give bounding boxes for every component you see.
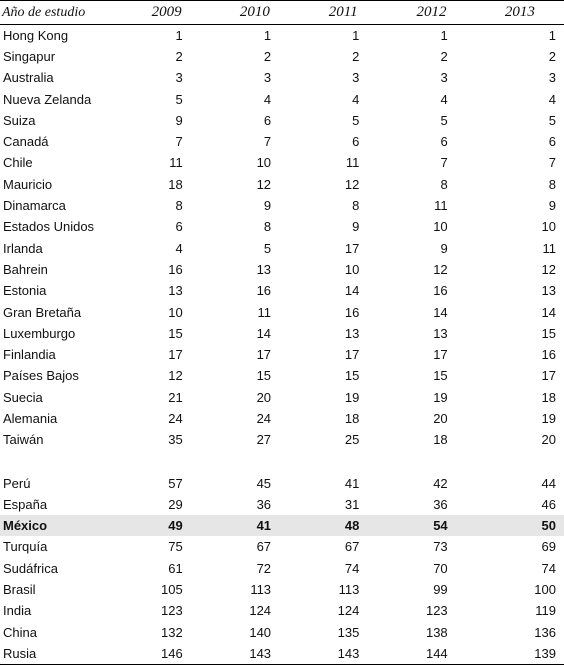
country-name: India <box>3 603 32 619</box>
rank-cell: 4 <box>548 91 556 107</box>
rank-cell: 15 <box>433 368 448 384</box>
country-name: Luxemburgo <box>3 325 76 341</box>
country-name: Bahrein <box>3 261 48 277</box>
rank-cell: 18 <box>541 389 556 405</box>
country-name: Hong Kong <box>3 27 69 43</box>
rank-cell: 7 <box>263 134 272 150</box>
rank-cell: 18 <box>433 432 448 448</box>
rank-cell: 136 <box>534 624 556 640</box>
rank-cell: 11 <box>434 198 448 214</box>
rank-cell: 139 <box>476 643 564 664</box>
table-row <box>0 600 564 621</box>
column-header-country: Año de estudio <box>0 1 122 25</box>
header-row <box>0 1 564 25</box>
rank-cell: 21 <box>168 389 183 405</box>
rank-cell: 123 <box>161 603 183 619</box>
rank-cell: 19 <box>344 389 360 405</box>
table-body <box>0 25 564 665</box>
rank-cell: 14 <box>344 283 360 299</box>
rank-cell: 19 <box>433 389 448 405</box>
rank-cell: 67 <box>344 539 360 555</box>
spacer-cell <box>0 450 564 472</box>
rank-cell: 17 <box>541 368 556 384</box>
table-row <box>0 46 564 67</box>
rank-cell: 12 <box>433 261 448 277</box>
column-header-year: 2013 <box>476 1 564 25</box>
rank-cell: 6 <box>548 134 556 150</box>
rank-cell: 75 <box>168 539 183 555</box>
rank-cell: 35 <box>168 432 183 448</box>
rank-cell: 50 <box>476 515 564 536</box>
rank-cell: 144 <box>387 643 475 664</box>
rank-cell: 67 <box>256 539 272 555</box>
country-name: Perú <box>3 475 31 491</box>
rank-cell: 2 <box>548 48 556 64</box>
rank-cell: 9 <box>440 240 448 256</box>
table-row <box>0 408 564 429</box>
country-name: Rusia <box>0 643 122 664</box>
table-row <box>0 25 564 46</box>
rank-cell: 1 <box>548 27 556 43</box>
rank-cell: 57 <box>168 475 183 491</box>
table-row <box>0 365 564 386</box>
table-row <box>0 387 564 408</box>
rank-cell: 124 <box>337 603 360 619</box>
rank-cell: 3 <box>263 70 272 86</box>
rank-cell: 140 <box>249 624 272 640</box>
country-name: Taiwán <box>3 432 44 448</box>
country-name: Brasil <box>3 582 36 598</box>
rank-cell: 8 <box>352 198 360 214</box>
table-row-highlighted <box>0 515 564 536</box>
country-name: Irlanda <box>3 240 43 256</box>
column-header-year: 2012 <box>387 1 475 25</box>
rank-cell: 14 <box>541 304 556 320</box>
rank-cell: 20 <box>433 410 448 426</box>
rank-cell: 1 <box>352 27 360 43</box>
rank-cell: 15 <box>168 325 183 341</box>
column-header-year: 2010 <box>211 1 299 25</box>
country-name: Australia <box>3 70 54 86</box>
rank-cell: 41 <box>211 515 299 536</box>
rank-cell: 29 <box>168 496 183 512</box>
rank-cell: 6 <box>440 134 448 150</box>
rank-cell: 17 <box>344 240 360 256</box>
rank-cell: 36 <box>433 496 448 512</box>
rank-cell: 7 <box>175 134 183 150</box>
rank-cell: 123 <box>425 603 448 619</box>
rank-cell: 73 <box>433 539 448 555</box>
table-row <box>0 622 564 643</box>
rank-cell: 11 <box>169 155 183 171</box>
rank-cell: 70 <box>433 560 448 576</box>
rank-cell: 20 <box>256 389 272 405</box>
rank-cell: 13 <box>256 261 272 277</box>
rank-cell: 24 <box>168 410 183 426</box>
table-header <box>0 1 564 25</box>
rank-cell: 10 <box>433 219 448 235</box>
rank-cell: 27 <box>256 432 272 448</box>
rank-cell: 105 <box>161 582 183 598</box>
table-row <box>0 259 564 280</box>
rank-cell: 42 <box>433 475 448 491</box>
rank-cell: 16 <box>433 283 448 299</box>
rank-cell: 5 <box>440 112 448 128</box>
country-name: México <box>0 515 122 536</box>
rank-cell: 8 <box>175 198 183 214</box>
table-row <box>0 131 564 152</box>
rank-cell: 10 <box>541 219 556 235</box>
rank-cell: 135 <box>337 624 360 640</box>
rank-cell: 14 <box>256 325 272 341</box>
group-spacer <box>0 450 564 472</box>
rank-cell: 11 <box>257 304 272 320</box>
country-name: Finlandia <box>3 347 56 363</box>
rank-cell: 3 <box>548 70 556 86</box>
rank-cell: 41 <box>344 475 360 491</box>
rank-cell: 124 <box>249 603 272 619</box>
table-row <box>0 536 564 557</box>
rank-cell: 36 <box>256 496 272 512</box>
rank-cell: 9 <box>548 198 556 214</box>
rank-cell: 44 <box>541 475 556 491</box>
country-name: Dinamarca <box>3 198 66 214</box>
rank-cell: 100 <box>534 582 556 598</box>
country-name: Turquía <box>3 539 48 555</box>
rank-cell: 5 <box>548 112 556 128</box>
rank-cell: 69 <box>541 539 556 555</box>
rank-cell: 13 <box>168 283 183 299</box>
rank-cell: 113 <box>338 582 360 598</box>
rank-cell: 17 <box>344 347 360 363</box>
rank-cell: 45 <box>256 475 272 491</box>
rank-cell: 9 <box>263 198 272 214</box>
rank-cell: 7 <box>440 155 448 171</box>
rank-cell: 3 <box>175 70 183 86</box>
rank-cell: 4 <box>263 91 272 107</box>
rank-cell: 113 <box>250 582 272 598</box>
rank-cell: 13 <box>541 283 556 299</box>
rank-cell: 17 <box>433 347 448 363</box>
rank-cell: 2 <box>440 48 448 64</box>
rank-cell: 16 <box>541 347 556 363</box>
rank-cell: 12 <box>256 176 272 192</box>
rank-cell: 6 <box>175 219 183 235</box>
country-name: Estonia <box>3 283 47 299</box>
country-name: Suiza <box>3 112 36 128</box>
rank-cell: 10 <box>256 155 272 171</box>
rank-cell: 2 <box>352 48 360 64</box>
rank-cell: 1 <box>440 27 448 43</box>
rank-cell: 74 <box>344 560 360 576</box>
table-row <box>0 195 564 216</box>
column-header-year: 2011 <box>299 1 387 25</box>
country-name: Alemania <box>3 410 58 426</box>
rank-cell: 2 <box>175 48 183 64</box>
rank-cell: 8 <box>440 176 448 192</box>
rank-cell: 16 <box>344 304 360 320</box>
rank-cell: 18 <box>344 410 360 426</box>
rank-cell: 10 <box>168 304 183 320</box>
rank-cell: 8 <box>263 219 272 235</box>
country-name: Gran Bretaña <box>3 304 82 320</box>
country-name: Suecia <box>3 389 43 405</box>
table-row <box>0 280 564 301</box>
rank-cell: 72 <box>256 560 272 576</box>
country-name: Estados Unidos <box>3 219 95 235</box>
country-name: Singapur <box>3 48 56 64</box>
rank-cell: 138 <box>425 624 448 640</box>
rank-cell: 61 <box>168 560 183 576</box>
rank-cell: 12 <box>168 368 183 384</box>
table-row <box>0 579 564 600</box>
rank-cell: 8 <box>548 176 556 192</box>
rank-cell: 20 <box>541 432 556 448</box>
rank-cell: 14 <box>433 304 448 320</box>
table-row <box>0 67 564 88</box>
rank-cell: 13 <box>344 325 360 341</box>
table-row <box>0 110 564 131</box>
rank-cell: 25 <box>344 432 360 448</box>
rank-cell: 12 <box>344 176 360 192</box>
rank-cell: 11 <box>345 155 360 171</box>
rank-cell: 1 <box>263 27 272 43</box>
rank-cell: 49 <box>122 515 210 536</box>
rank-cell: 132 <box>161 624 183 640</box>
table-row <box>0 494 564 515</box>
rank-cell: 143 <box>299 643 387 664</box>
rank-cell: 5 <box>263 240 272 256</box>
rank-cell: 143 <box>211 643 299 664</box>
table-row <box>0 558 564 579</box>
column-header-year: 2009 <box>122 1 210 25</box>
rank-cell: 13 <box>433 325 448 341</box>
rank-cell: 18 <box>168 176 183 192</box>
table-row <box>0 344 564 365</box>
rank-cell: 17 <box>168 347 183 363</box>
table-row <box>0 152 564 173</box>
rank-cell: 74 <box>541 560 556 576</box>
rank-cell: 9 <box>352 219 360 235</box>
rank-cell: 48 <box>299 515 387 536</box>
rank-cell: 11 <box>542 240 556 256</box>
rank-cell: 31 <box>344 496 360 512</box>
table-row <box>0 216 564 237</box>
rank-cell: 15 <box>256 368 272 384</box>
country-name: Sudáfrica <box>3 560 58 576</box>
rank-cell: 9 <box>175 112 183 128</box>
country-name: Chile <box>3 155 33 171</box>
rank-cell: 99 <box>433 582 448 598</box>
rank-cell: 119 <box>535 603 556 619</box>
rank-cell: 1 <box>175 27 183 43</box>
rank-cell: 4 <box>440 91 448 107</box>
table-row <box>0 472 564 493</box>
rank-cell: 19 <box>541 410 556 426</box>
table-row <box>0 301 564 322</box>
table-row <box>0 237 564 258</box>
rank-cell: 46 <box>541 496 556 512</box>
rank-cell: 16 <box>168 261 183 277</box>
table-row <box>0 88 564 109</box>
rank-cell: 10 <box>344 261 360 277</box>
country-name: China <box>3 624 37 640</box>
rank-cell: 6 <box>352 134 360 150</box>
country-name: Mauricio <box>3 176 53 192</box>
rank-cell: 5 <box>352 112 360 128</box>
country-name: Canadá <box>3 134 49 150</box>
table-row <box>0 323 564 344</box>
rank-cell: 7 <box>548 155 556 171</box>
rank-cell: 16 <box>256 283 272 299</box>
rank-cell: 24 <box>256 410 272 426</box>
rank-cell: 15 <box>344 368 360 384</box>
rank-cell: 15 <box>541 325 556 341</box>
rank-cell: 4 <box>175 240 183 256</box>
rank-cell: 3 <box>440 70 448 86</box>
rank-cell: 4 <box>352 91 360 107</box>
table-row <box>0 174 564 195</box>
rank-cell: 6 <box>263 112 272 128</box>
country-name: Países Bajos <box>3 368 79 384</box>
rank-cell: 3 <box>352 70 360 86</box>
country-name: España <box>3 496 48 512</box>
rank-cell: 12 <box>541 261 556 277</box>
rank-cell: 2 <box>263 48 272 64</box>
rank-cell: 17 <box>256 347 272 363</box>
table-row <box>0 429 564 450</box>
country-name: Nueva Zelanda <box>3 91 92 107</box>
rank-cell: 5 <box>175 91 183 107</box>
rank-cell: 54 <box>387 515 475 536</box>
rank-cell: 146 <box>122 643 210 664</box>
